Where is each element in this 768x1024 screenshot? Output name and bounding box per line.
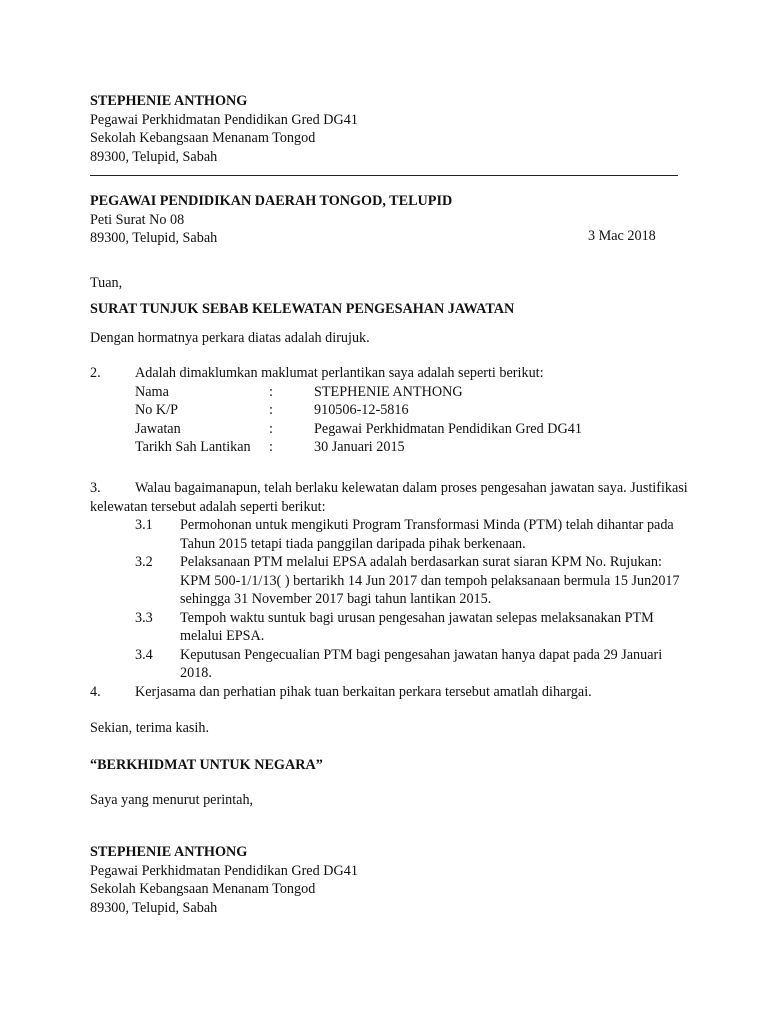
sub-item-number: 3.3 (135, 609, 153, 626)
closing-line: Sekian, terima kasih. (90, 720, 209, 736)
sub-item-text: Keputusan Pengecualian PTM bagi pengesahan jawatan hanya dapat pada 29 Januari (180, 646, 663, 663)
detail-row-nama (90, 383, 690, 402)
sub-item-number: 3.1 (135, 517, 153, 533)
paragraph-2 (90, 364, 690, 457)
detail-colon: : (269, 402, 273, 418)
sub-item-text: KPM 500-1/1/13( ) bertarikh 14 Jun 2017 dan tempoh pelaksanaan bermula 15 Jun2017 (180, 572, 680, 589)
sub-item-text: melalui EPSA. (180, 628, 265, 644)
paragraph-number: 2. (90, 365, 101, 381)
sender-school: Sekolah Kebangsaan Menanam Tongod (90, 130, 316, 146)
signature-name: STEPHENIE ANTHONG (90, 844, 248, 860)
paragraph-3-line-1 (90, 479, 690, 498)
detail-value: 30 Januari 2015 (314, 439, 405, 455)
sub-item-line (90, 609, 690, 628)
paragraph-2-intro (90, 364, 690, 383)
paragraph-text: kelewatan tersebut adalah seperti berikut: (90, 498, 326, 515)
signature-address: 89300, Telupid, Sabah (90, 899, 218, 916)
sender-block (90, 92, 690, 166)
paragraph-number: 4. (90, 683, 101, 700)
sub-item-line (90, 646, 690, 665)
detail-row-tarikh (90, 438, 690, 457)
sub-item-line (90, 553, 690, 572)
sub-item-text: Permohonan untuk mengikuti Program Transformasi Minda (PTM) telah dihantar pada (180, 517, 674, 533)
detail-row-jawatan (90, 420, 690, 439)
detail-row-nokp (90, 401, 690, 420)
sub-item-text: Tahun 2015 tetapi tiada panggilan daripada pihak berkenaan. (180, 535, 526, 552)
detail-label: No K/P (135, 402, 178, 418)
motto: “BERKHIDMAT UNTUK NEGARA” (90, 757, 323, 773)
signature-position: Pegawai Perkhidmatan Pendidikan Gred DG41 (90, 862, 358, 879)
sender-address: 89300, Telupid, Sabah (90, 148, 218, 165)
sub-item-text: Pelaksanaan PTM melalui EPSA adalah berdasarkan surat siaran KPM No. Rujukan: (180, 554, 662, 570)
sub-item-3-2 (90, 553, 690, 609)
sub-item-3-3 (90, 609, 690, 646)
header-divider (90, 175, 678, 176)
signature-block (90, 843, 690, 917)
detail-value: STEPHENIE ANTHONG (314, 383, 463, 400)
subject-line: SURAT TUNJUK SEBAB KELEWATAN PENGESAHAN JAWATAN (90, 301, 515, 317)
recipient-title: PEGAWAI PENDIDIKAN DAERAH TONGOD, TELUPID (90, 193, 453, 209)
letter-date: 3 Mac 2018 (588, 228, 656, 244)
sender-position: Pegawai Perkhidmatan Pendidikan Gred DG41 (90, 111, 358, 128)
sub-item-text: Tempoh waktu suntuk bagi urusan pengesahan jawatan selepas melaksanakan PTM (180, 609, 654, 626)
detail-colon: : (269, 439, 273, 455)
signature-school: Sekolah Kebangsaan Menanam Tongod (90, 881, 316, 897)
detail-value: Pegawai Perkhidmatan Pendidikan Gred DG41 (314, 420, 582, 437)
sub-item-number: 3.4 (135, 646, 153, 663)
sub-item-line (90, 590, 690, 609)
sub-item-number: 3.2 (135, 554, 153, 570)
sub-item-3-1 (90, 516, 690, 553)
paragraph-4 (90, 683, 690, 702)
sub-item-line (90, 572, 690, 591)
detail-value: 910506-12-5816 (314, 402, 409, 418)
paragraph-text: Walau bagaimanapun, telah berlaku kelewatan dalam proses pengesahan jawatan saya. Justifikasi (135, 480, 688, 496)
salutation: Tuan, (90, 275, 123, 291)
sub-item-line (90, 664, 690, 683)
sub-item-text: 2018. (180, 665, 212, 681)
sign-off: Saya yang menurut perintah, (90, 792, 254, 808)
sub-item-line (90, 516, 690, 535)
paragraph-number: 3. (90, 480, 101, 496)
opening-line: Dengan hormatnya perkara diatas adalah dirujuk. (90, 330, 370, 346)
paragraph-text: Kerjasama dan perhatian pihak tuan berkaitan perkara tersebut amatlah dihargai. (135, 683, 592, 700)
sub-item-line (90, 535, 690, 554)
paragraph-text: Adalah dimaklumkan maklumat perlantikan saya adalah seperti berikut: (135, 365, 544, 381)
sub-item-line (90, 627, 690, 646)
detail-label: Jawatan (135, 420, 181, 437)
detail-label: Nama (135, 383, 169, 400)
recipient-po-box: Peti Surat No 08 (90, 211, 185, 228)
detail-label: Tarikh Sah Lantikan (135, 439, 251, 455)
sub-item-3-4 (90, 646, 690, 683)
recipient-address: 89300, Telupid, Sabah (90, 230, 218, 246)
sender-name: STEPHENIE ANTHONG (90, 93, 248, 109)
sub-item-text: sehingga 31 November 2017 bagi tahun lantikan 2015. (180, 591, 492, 607)
detail-colon: : (269, 383, 273, 400)
paragraph-3-line-2 (90, 498, 690, 517)
detail-colon: : (269, 420, 273, 437)
paragraph-3 (90, 479, 690, 701)
